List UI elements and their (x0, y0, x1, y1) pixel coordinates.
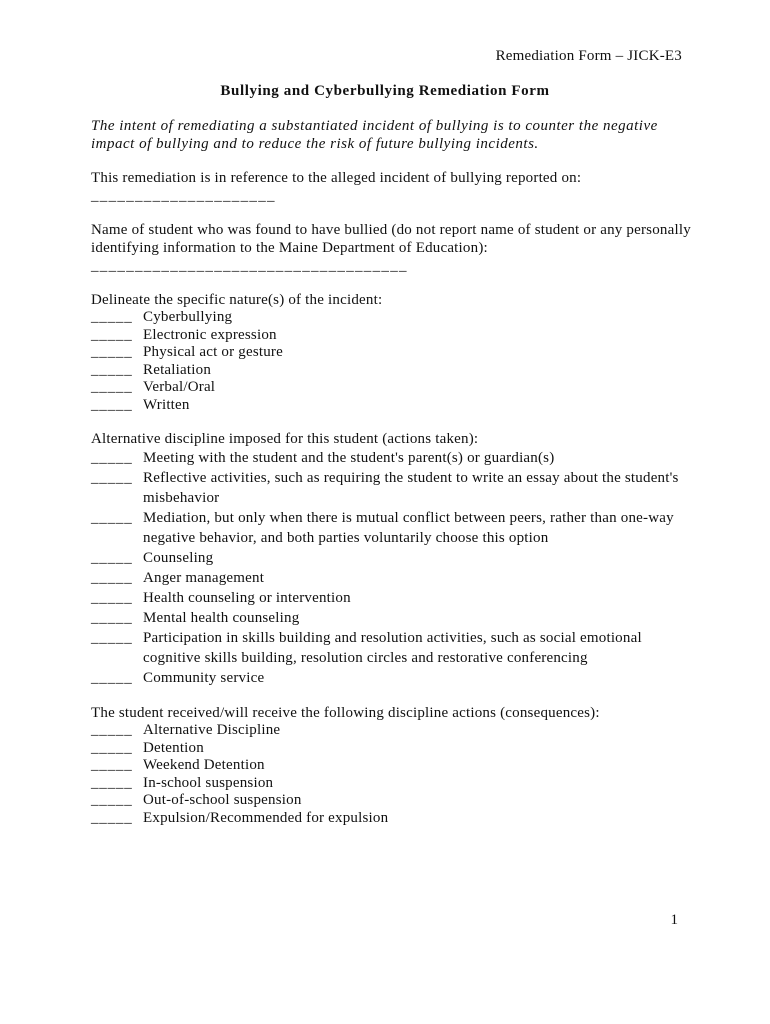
incident-nature-item (91, 327, 691, 345)
option-label: Written (143, 396, 190, 413)
incident-nature-heading: Delineate the specific nature(s) of the incident: (91, 292, 383, 308)
incident-nature-item (91, 397, 691, 415)
option-label: In-school suspension (143, 774, 274, 791)
option-label: Weekend Detention (143, 757, 265, 773)
option-label: Alternative Discipline (143, 722, 281, 738)
option-label: Anger management (143, 570, 265, 586)
alternative-discipline-item (91, 588, 691, 608)
checkbox-blank[interactable]: _____ (91, 610, 133, 626)
checkbox-blank[interactable]: _____ (91, 326, 133, 343)
alternative-discipline-section (91, 430, 691, 688)
checkbox-blank[interactable]: _____ (91, 361, 133, 378)
checkbox-blank[interactable]: _____ (91, 570, 133, 586)
intent-paragraph: The intent of remediating a substantiated incident of bullying is to counter the negative impact of bullying and to reduce the risk of future bullying incidents. (91, 118, 658, 152)
alternative-discipline-item (91, 548, 691, 568)
checkbox-blank[interactable]: _____ (91, 792, 133, 808)
page-number: 1 (670, 912, 678, 928)
option-label: Verbal/Oral (143, 379, 216, 395)
consequence-item (91, 775, 691, 793)
alternative-discipline-item (91, 668, 691, 688)
option-label: Out-of-school suspension (143, 792, 302, 808)
option-label: Meeting with the student and the student's parent(s) or guardian(s) (143, 450, 555, 466)
incident-nature-item (91, 379, 691, 397)
option-label: Electronic expression (143, 326, 277, 343)
checkbox-blank[interactable]: _____ (91, 670, 133, 686)
consequence-item (91, 810, 691, 828)
option-label: Detention (143, 739, 204, 756)
option-label: Mental health counseling (143, 610, 300, 626)
checkbox-blank[interactable]: _____ (91, 630, 133, 646)
option-label: Retaliation (143, 361, 212, 378)
option-label: Health counseling or intervention (143, 590, 351, 606)
consequence-item (91, 757, 691, 775)
checkbox-blank[interactable]: _____ (91, 739, 133, 756)
reference-date-blank[interactable]: _____________________ (91, 188, 276, 204)
option-label: Expulsion/Recommended for expulsion (143, 809, 389, 826)
consequences-heading: The student received/will receive the following discipline actions (consequences): (91, 705, 600, 721)
alternative-discipline-item (91, 568, 691, 588)
consequence-item (91, 722, 691, 740)
checkbox-blank[interactable]: _____ (91, 470, 133, 486)
incident-nature-item (91, 344, 691, 362)
consequences-list (91, 722, 691, 827)
consequence-item (91, 792, 691, 810)
incident-nature-section (91, 291, 691, 414)
alternative-discipline-item (91, 468, 691, 508)
form-body (91, 117, 691, 843)
option-label: Mediation, but only when there is mutual conflict between peers, rather than one-way negative behavior, and both parties voluntarily choose this option (143, 510, 674, 546)
student-name-blank[interactable]: ____________________________________ (91, 258, 408, 274)
option-label: Participation in skills building and resolution activities, such as social emotional cognitive skills building, resolution circles and restorative conferencing (143, 630, 642, 666)
option-label: Community service (143, 670, 265, 686)
consequences-section (91, 704, 691, 827)
consequence-item (91, 740, 691, 758)
form-code-header: Remediation Form – JICK-E3 (495, 48, 682, 64)
checkbox-blank[interactable]: _____ (91, 379, 133, 395)
alternative-discipline-item (91, 448, 691, 468)
incident-nature-list (91, 309, 691, 414)
reference-section (91, 169, 691, 205)
checkbox-blank[interactable]: _____ (91, 550, 133, 566)
checkbox-blank[interactable]: _____ (91, 809, 133, 826)
checkbox-blank[interactable]: _____ (91, 309, 133, 325)
alternative-discipline-item (91, 628, 691, 668)
checkbox-blank[interactable]: _____ (91, 590, 133, 606)
checkbox-blank[interactable]: _____ (91, 774, 133, 791)
incident-nature-item (91, 362, 691, 380)
alternative-discipline-list (91, 448, 691, 688)
checkbox-blank[interactable]: _____ (91, 450, 133, 466)
option-label: Physical act or gesture (143, 344, 283, 360)
reference-label: This remediation is in reference to the alleged incident of bullying reported on: (91, 170, 582, 186)
checkbox-blank[interactable]: _____ (91, 510, 133, 526)
checkbox-blank[interactable]: _____ (91, 722, 133, 738)
student-name-label: Name of student who was found to have bullied (do not report name of student or any personally identifying information to the Maine Department of Education): (91, 222, 691, 256)
alternative-discipline-item (91, 608, 691, 628)
checkbox-blank[interactable]: _____ (91, 344, 133, 360)
option-label: Reflective activities, such as requiring the student to write an essay about the student's misbehavior (143, 470, 679, 506)
checkbox-blank[interactable]: _____ (91, 396, 133, 413)
incident-nature-item (91, 309, 691, 327)
form-title: Bullying and Cyberbullying Remediation Form (220, 83, 550, 99)
alternative-discipline-item (91, 508, 691, 548)
alternative-discipline-heading: Alternative discipline imposed for this student (actions taken): (91, 431, 479, 447)
checkbox-blank[interactable]: _____ (91, 757, 133, 773)
option-label: Counseling (143, 550, 214, 566)
student-name-section (91, 221, 691, 275)
option-label: Cyberbullying (143, 309, 233, 325)
